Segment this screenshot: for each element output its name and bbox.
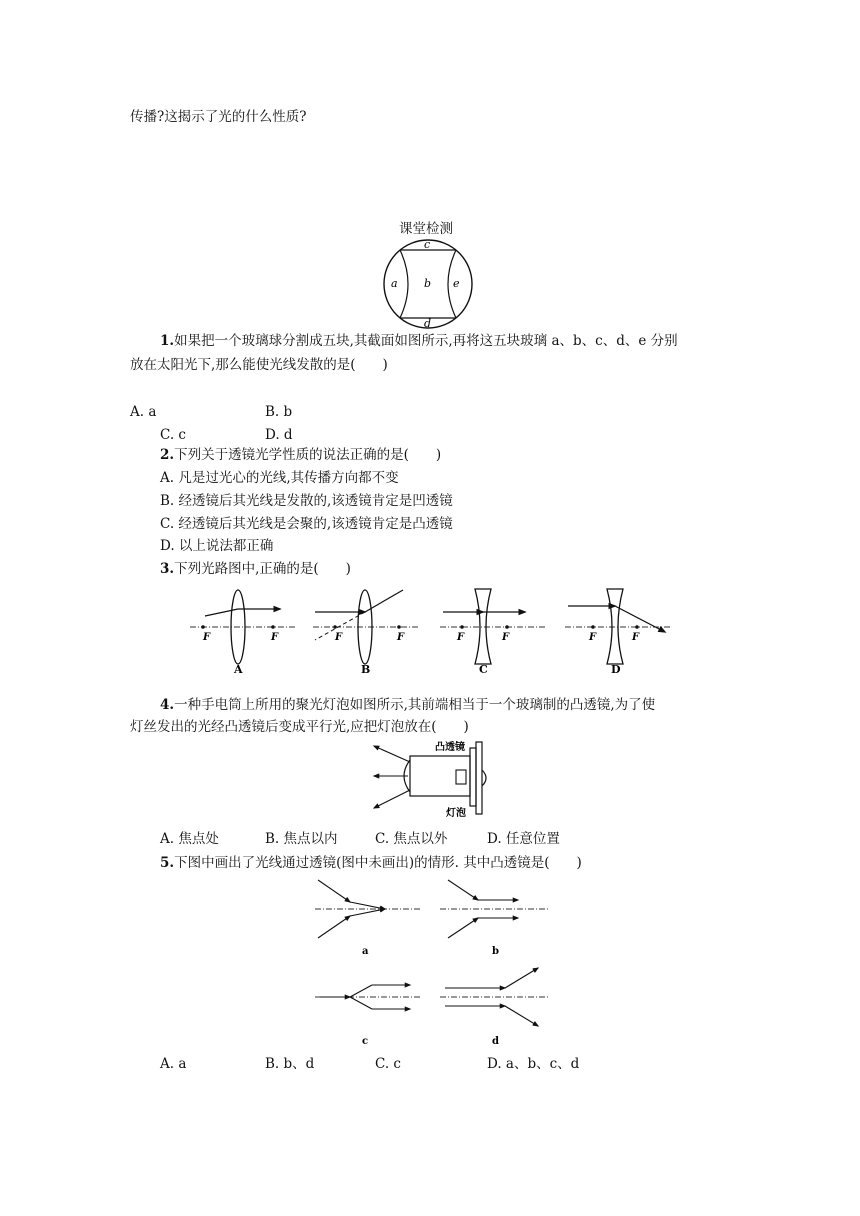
q1-line2: 放在太阳光下,那么能使光线发散的是( ) xyxy=(130,357,388,373)
q2-stem: 下列关于透镜光学性质的说法正确的是( ) xyxy=(174,447,442,463)
diagram-a xyxy=(190,590,297,676)
q1-option-b: B. b xyxy=(265,404,293,420)
q5-option-c: C. c xyxy=(375,1056,401,1072)
intro-line: 传播?这揭示了光的什么性质? xyxy=(130,109,307,125)
focus-label: F xyxy=(397,632,405,643)
label-d: d xyxy=(424,317,432,330)
q1-text1: 如果把一个玻璃球分割成五块,其截面如图所示,再将这五块玻璃 a、b、c、d、e 分别 xyxy=(174,333,678,349)
label-b: b xyxy=(424,277,432,290)
q5-stem-line xyxy=(160,854,582,872)
figure-label-b: B xyxy=(361,663,371,676)
label-c: c xyxy=(424,238,431,251)
q3-stem-line xyxy=(160,560,351,578)
focus-label: F xyxy=(335,632,343,643)
q4-option-d: D. 任意位置 xyxy=(487,831,560,847)
q4-text1: 一种手电筒上所用的聚光灯泡如图所示,其前端相当于一个玻璃制的凸透镜,为了使 xyxy=(174,697,656,713)
diagram-d xyxy=(565,589,672,676)
focus-label: F xyxy=(457,632,465,643)
glass-ball-figure xyxy=(380,236,476,332)
bulb-label: 灯泡 xyxy=(446,808,466,819)
label-e: e xyxy=(453,277,460,290)
focus-label: F xyxy=(271,632,279,643)
q1-option-a: A. a xyxy=(130,404,157,420)
q2-option-b: B. 经透镜后其光线是发散的,该透镜肯定是凹透镜 xyxy=(160,493,453,509)
focus-label: F xyxy=(589,632,597,643)
q1-line1 xyxy=(160,332,678,350)
diagram-b xyxy=(313,590,420,676)
q4-number: 4. xyxy=(160,697,175,713)
q2-number: 2. xyxy=(160,447,175,463)
q3-stem: 下列光路图中,正确的是( ) xyxy=(174,561,351,577)
focus-label: F xyxy=(632,632,640,643)
label-a: a xyxy=(391,277,398,290)
lens-label: 凸透镜 xyxy=(435,742,465,753)
q2-option-d: D. 以上说法都正确 xyxy=(160,538,274,554)
figure-label-c: C xyxy=(479,663,488,676)
q5-option-d: D. a、b、c、d xyxy=(487,1056,580,1072)
flashlight-bulb-figure xyxy=(370,740,500,820)
focus-label: F xyxy=(502,632,510,643)
q2-stem-line xyxy=(160,446,441,464)
q2-option-a: A. 凡是过光心的光线,其传播方向都不变 xyxy=(160,470,399,486)
section-title: 课堂检测 xyxy=(399,221,453,237)
q4-option-b: B. 焦点以内 xyxy=(265,831,338,847)
q5-label-a: a xyxy=(362,946,369,957)
q5-diagram-b xyxy=(440,880,550,957)
q5-label-d: d xyxy=(492,1036,499,1047)
focus-label: F xyxy=(203,632,211,643)
q5-label-c: c xyxy=(362,1036,369,1047)
q5-stem: 下图中画出了光线通过透镜(图中未画出)的情形. 其中凸透镜是( ) xyxy=(174,855,582,871)
q4-option-a: A. 焦点处 xyxy=(160,831,219,847)
q1-number: 1. xyxy=(160,333,175,349)
q5-number: 5. xyxy=(160,855,175,871)
q5-label-b: b xyxy=(492,946,499,957)
figure-label-d: D xyxy=(611,663,621,676)
q1-option-c: C. c xyxy=(160,427,186,443)
q2-option-c: C. 经透镜后其光线是会聚的,该透镜肯定是凸透镜 xyxy=(160,516,453,532)
q5-diagram-a xyxy=(315,880,420,957)
q5-option-a: A. a xyxy=(160,1056,187,1072)
q5-diagram-d xyxy=(440,968,550,1047)
q3-number: 3. xyxy=(160,561,175,577)
q3-ray-diagrams xyxy=(185,584,675,674)
q4-option-c: C. 焦点以外 xyxy=(375,831,448,847)
q5-ray-diagrams xyxy=(310,872,555,1052)
diagram-c xyxy=(440,589,545,676)
q5-option-b: B. b、d xyxy=(265,1056,315,1072)
q4-line2: 灯丝发出的光经凸透镜后变成平行光,应把灯泡放在( ) xyxy=(130,719,469,735)
figure-label-a: A xyxy=(234,663,243,676)
q4-line1 xyxy=(160,696,655,714)
q1-option-d: D. d xyxy=(265,427,293,443)
q5-diagram-c xyxy=(315,985,420,1047)
